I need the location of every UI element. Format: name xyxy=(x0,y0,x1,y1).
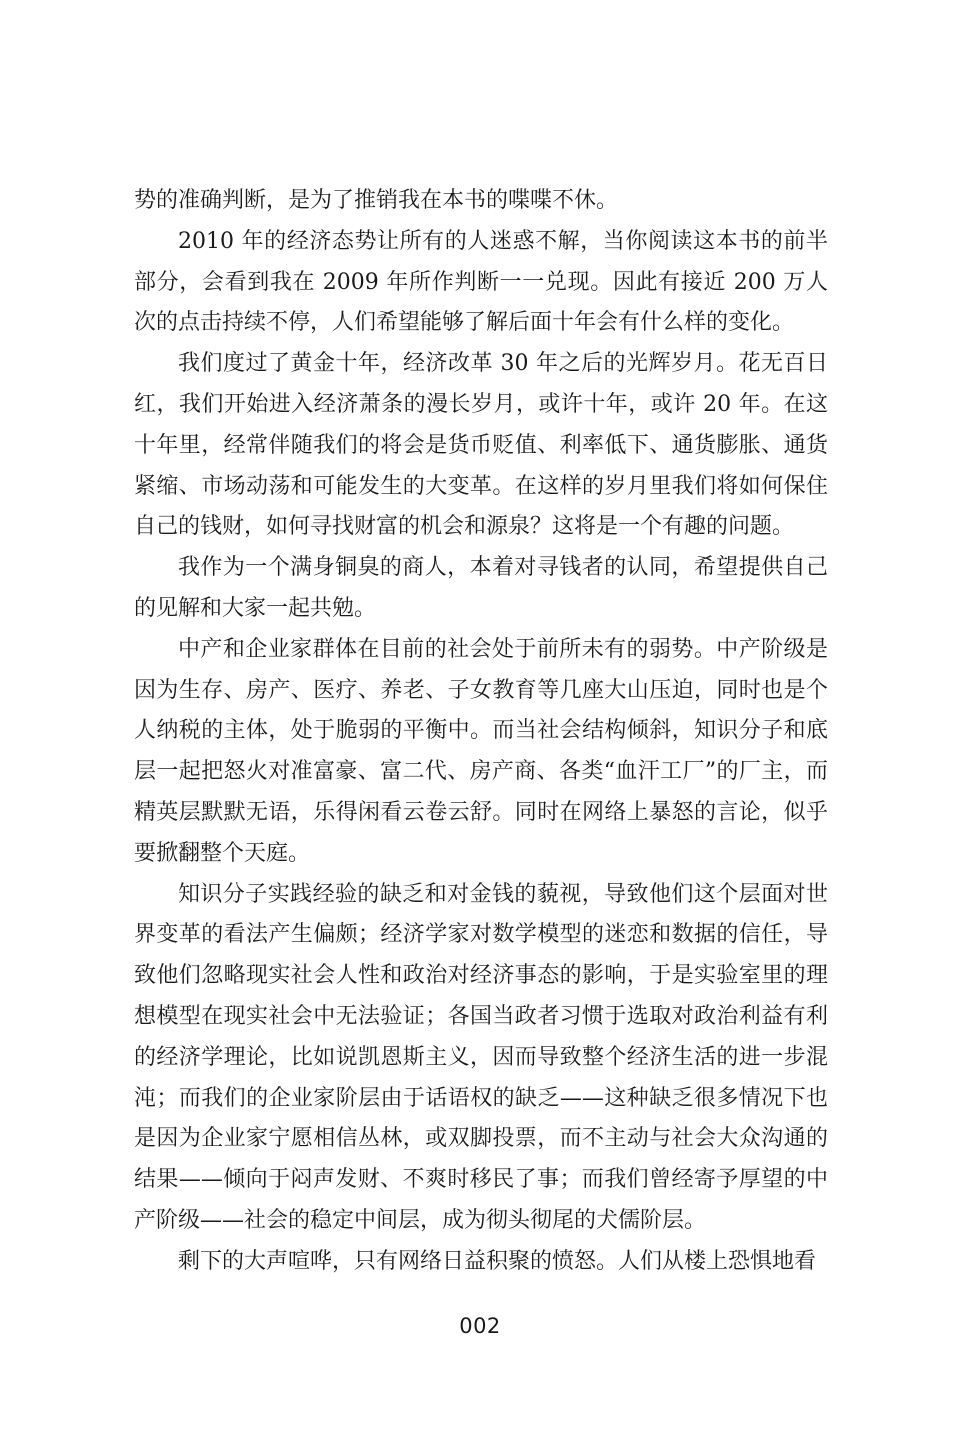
paragraph-2: 2010 年的经济态势让所有的人迷惑不解，当你阅读这本书的前半部分，会看到我在 2009 年所作判断一一兑现。因此有接近 200 万人次的点击持续不停，人们希望能够了解后面十年会有什么样的变化。 xyxy=(134,228,828,336)
page-number: 002 xyxy=(459,1314,501,1338)
paragraph-7: 剩下的大声喧哗，只有网络日益积聚的愤怒。人们从楼上恐惧地看 xyxy=(178,1248,817,1274)
paragraph-1: 势的准确判断，是为了推销我在本书的喋喋不休。 xyxy=(134,188,619,213)
paragraph-4: 我作为一个满身铜臭的商人，本着对寻钱者的认同，希望提供自己的见解和大家一起共勉。 xyxy=(134,555,828,621)
paragraph-5: 中产和企业家群体在目前的社会处于前所未有的弱势。中产阶级是因为生存、房产、医疗、养老、子女教育等几座大山压迫，同时也是个人纳税的主体，处于脆弱的平衡中。而当社会结构倾斜，知识分子和底层一起把怒火对准富豪、富二代、房产商、各类“血汗工厂”的厂主，而精英层默默无语，乐得闲看云卷云舒。同时在网络上暴怒的言论，似乎要掀翻整个天庭。 xyxy=(134,636,828,866)
paragraph-3: 我们度过了黄金十年，经济改革 30 年之后的光辉岁月。花无百日红，我们开始进入经济萧条的漫长岁月，或许十年，或许 20 年。在这十年里，经常伴随我们的将会是货币贬值、利率低下、通货膨胀、通货紧缩、市场动荡和可能发生的大变革。在这样的岁月里我们将如何保住自己的钱财，如何寻找财富的机会和源泉？这将是一个有趣的问题。 xyxy=(134,351,828,540)
paragraph-6: 知识分子实践经验的缺乏和对金钱的藐视，导致他们这个层面对世界变革的看法产生偏颇；经济学家对数学模型的迷恋和数据的信任，导致他们忽略现实社会人性和政治对经济事态的影响，于是实验室里的理想模型在现实社会中无法验证；各国当政者习惯于选取对政治利益有利的经济学理论，比如说凯恩斯主义，因而导致整个经济生活的进一步混沌；而我们的企业家阶层由于话语权的缺乏——这种缺乏很多情况下也是因为企业家宁愿相信丛林，或双脚投票，而不主动与社会大众沟通的结果——倾向于闷声发财、不爽时移民了事；而我们曾经寄予厚望的中产阶级——社会的稳定中间层，成为彻头彻尾的犬儒阶层。 xyxy=(134,881,828,1233)
body-text xyxy=(134,181,828,1283)
